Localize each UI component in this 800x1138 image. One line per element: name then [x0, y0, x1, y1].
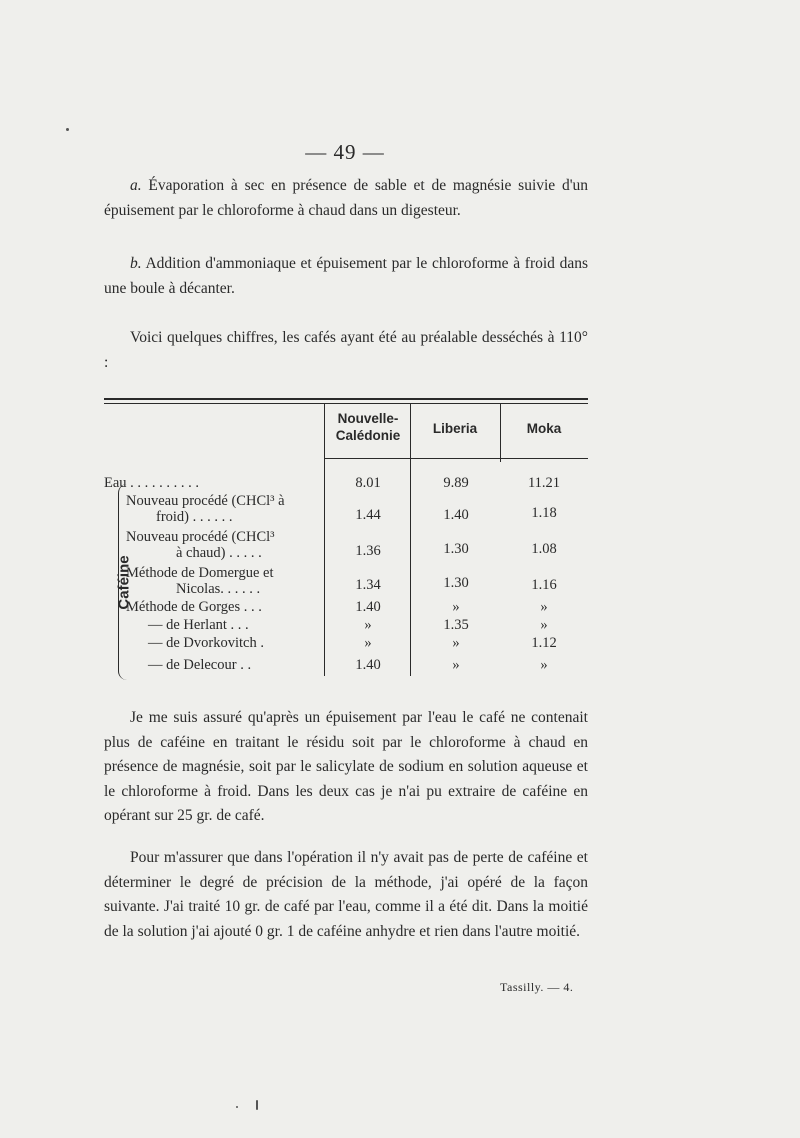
cell-chaud-moka: 1.08: [531, 541, 557, 557]
cell-dvorkovitch-liberia: »: [452, 635, 460, 651]
cell-delecour-liberia: »: [452, 657, 460, 673]
cell-dvorkovitch-moka: 1.12: [531, 635, 557, 651]
cell-gorges-moka: »: [540, 599, 548, 615]
row-label-domergue-2: Nicolas. . . . . .: [176, 581, 261, 597]
cell-domergue-nc: 1.34: [355, 577, 381, 593]
header-rule: [324, 458, 588, 459]
paragraph-a-text: Évaporation à sec en présence de sable et de magnésie suivie d'un épuisement par le chloroforme à chaud dans un digesteur.: [104, 177, 589, 219]
column-header-moka: Moka: [526, 421, 562, 436]
cell-domergue-moka: 1.16: [531, 577, 557, 593]
cafeine-group-label: Caféine: [115, 555, 133, 610]
row-label-domergue-1: Méthode de Domergue et: [126, 565, 274, 581]
cell-froid-liberia: 1.40: [443, 507, 469, 523]
page-number: — 49 —: [305, 140, 385, 164]
cell-gorges-liberia: »: [452, 599, 460, 615]
row-label-gorges: Méthode de Gorges . . .: [126, 599, 262, 615]
column-divider: [410, 404, 411, 676]
cell-gorges-nc: 1.40: [355, 599, 381, 615]
row-label-nouveau-chaud-2: à chaud) . . . . .: [176, 545, 262, 561]
cell-delecour-moka: »: [540, 657, 548, 673]
paragraph-b-marker: b.: [130, 255, 142, 272]
column-divider: [324, 404, 325, 676]
cell-delecour-nc: 1.40: [355, 657, 381, 673]
paragraph-precision: Pour m'assurer que dans l'opération il n'y avait pas de perte de caféine et déterminer le degré de précision de la méthode, j'ai opéré de la façon suivante. J'ai traité 10 gr. de café par l'eau, comme il a été dit. Dans la moitié de la solution j'ai ajouté 0 gr. 1 de caféine anhydre et rien dans l'autre moitié.: [104, 849, 588, 940]
footer-signature: Tassilly. — 4.: [500, 980, 574, 994]
paper-speck: [236, 1106, 238, 1108]
row-label-dvorkovitch: — de Dvorkovitch .: [148, 635, 264, 651]
cell-eau-moka: 11.21: [527, 475, 561, 491]
cell-chaud-nc: 1.36: [355, 543, 381, 559]
caffeine-table: [104, 398, 588, 688]
paper-speck: [256, 1100, 258, 1110]
paragraph-intro-figures: Voici quelques chiffres, les cafés ayant été au préalable desséchés à 110° :: [104, 329, 588, 371]
column-header-nouvelle-caledonie: Nouvelle-Calédonie: [335, 411, 401, 443]
paper-speck: [66, 128, 69, 131]
row-label-herlant: — de Herlant . . .: [148, 617, 249, 633]
cell-froid-moka: 1.18: [531, 505, 557, 521]
cell-herlant-liberia: 1.35: [443, 617, 469, 633]
paragraph-b: [104, 252, 588, 301]
cell-herlant-moka: »: [540, 617, 548, 633]
cell-domergue-liberia: 1.30: [443, 575, 469, 591]
cell-chaud-liberia: 1.30: [443, 541, 469, 557]
table-rule-top-thin: [104, 403, 588, 404]
table-rule-top: [104, 398, 588, 400]
cell-herlant-nc: »: [364, 617, 372, 633]
row-label-nouveau-chaud-1: Nouveau procédé (CHCl³: [126, 529, 275, 545]
cell-eau-nc: 8.01: [355, 475, 381, 491]
row-label-nouveau-froid-2: froid) . . . . . .: [156, 509, 233, 525]
paragraph-verification: Je me suis assuré qu'après un épuisement par l'eau le café ne contenait plus de caféine en traitant le résidu soit par le chloroforme à chaud en présence de magnésie, soit par le salicylate de sodium en solution aqueuse et le chloroforme à froid. Dans les deux cas je n'ai pu extraire de caféine en opérant sur 25 gr. de café.: [104, 709, 588, 824]
column-header-liberia: Liberia: [432, 421, 478, 436]
cell-eau-liberia: 9.89: [443, 475, 469, 491]
paragraph-a: [104, 174, 588, 223]
cell-dvorkovitch-nc: »: [364, 635, 372, 651]
row-label-delecour: — de Delecour . .: [148, 657, 252, 673]
cell-froid-nc: 1.44: [355, 507, 381, 523]
row-label-nouveau-froid-1: Nouveau procédé (CHCl³ à: [126, 493, 285, 509]
paragraph-b-text: Addition d'ammoniaque et épuisement par le chloroforme à froid dans une boule à décanter.: [104, 255, 588, 297]
paragraph-a-marker: a.: [130, 177, 142, 194]
row-label-eau: Eau . . . . . . . . . .: [104, 475, 200, 491]
